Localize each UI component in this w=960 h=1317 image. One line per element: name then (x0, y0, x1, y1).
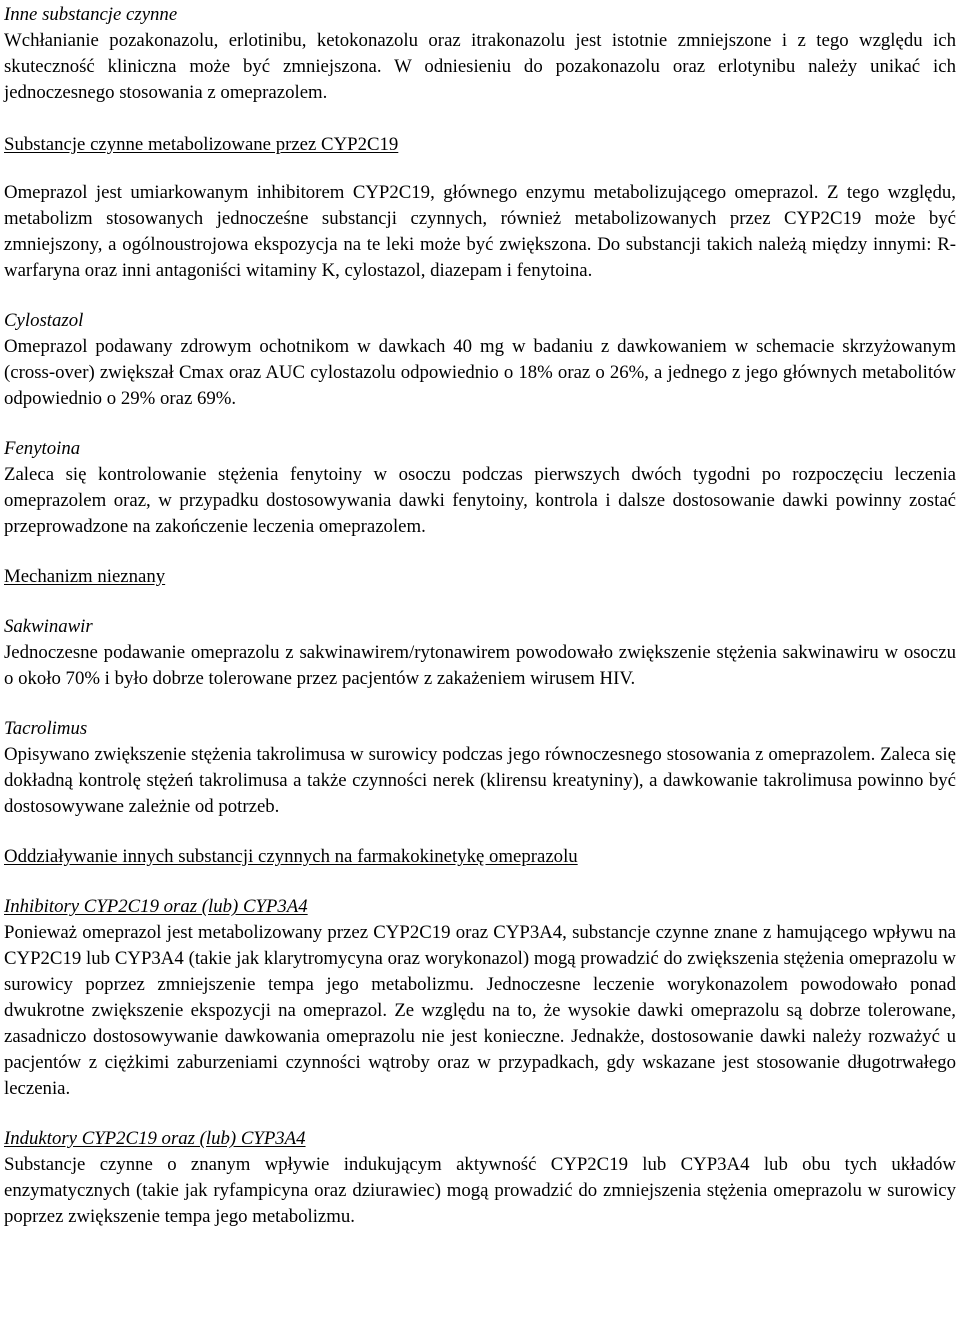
paragraph-inhibitory: Ponieważ omeprazol jest metabolizowany przez CYP2C19 oraz CYP3A4, substancje czynne znane z hamującego wpływu na CYP2C19 lub CYP3A4 (takie jak klarytromycyna oraz worykonazol) mogą prowadzić do zwiększenia stężenia omeprazolu w surowicy poprzez zmniejszenie tempa jego metabolizmu. Jednoczesne leczenie worykonazolem powodowało ponad dwukrotne zwiększenie ekspozycji na omeprazol. Ze względu na to, że wysokie dawki omeprazolu są dobrze tolerowane, zasadniczo dostosowywanie dawkowania omeprazolu nie jest konieczne. Jednakże, dostosowanie dawki należy rozważyć u pacjentów z ciężkimi zaburzeniami czynności wątroby oraz w przypadkach, gdy wskazane jest stosowanie długotrwałego leczenia. (4, 922, 956, 1099)
spacer (4, 1102, 956, 1126)
heading-oddzialywanie: Oddziaływanie innych substancji czynnych na farmakokinetykę omeprazolu (4, 846, 578, 867)
heading-tacrolimus: Tacrolimus (4, 718, 88, 739)
spacer (4, 820, 956, 844)
heading-mechanizm-nieznany: Mechanizm nieznany (4, 566, 166, 587)
heading-sakwinawir: Sakwinawir (4, 616, 93, 637)
heading-inhibitory: Inhibitory CYP2C19 oraz (lub) CYP3A4 (4, 896, 308, 917)
paragraph-sakwinawir: Jednoczesne podawanie omeprazolu z sakwinawirem/rytonawirem powodowało zwiększenie stężenia sakwinawiru w osoczu o około 70% i było dobrze tolerowane przez pacjentów z zakażeniem wirusem HIV. (4, 642, 956, 689)
spacer (4, 590, 956, 614)
paragraph-fenytoina: Zaleca się kontrolowanie stężenia fenytoiny w osoczu podczas pierwszych dwóch tygodni po rozpoczęciu leczenia omeprazolem oraz, w przypadku dostosowywania dawki fenytoiny, kontrola i dalsze dostosowanie dawki powinny zostać przeprowadzone na zakończenie leczenia omeprazolem. (4, 464, 956, 537)
paragraph-induktory: Substancje czynne o znanym wpływie indukującym aktywność CYP2C19 lub CYP3A4 lub obu tych układów enzymatycznych (takie jak ryfampicyna oraz dziurawiec) mogą prowadzić do zmniejszenia stężenia omeprazolu w surowicy poprzez zwiększenie tempa jego metabolizmu. (4, 1154, 956, 1227)
paragraph-inne-substancje: Wchłanianie pozakonazolu, erlotinibu, ketokonazolu oraz itrakonazolu jest istotnie zmniejszone i z tego względu ich skuteczność kliniczna może być zmniejszona. W odniesieniu do pozakonazolu oraz erlotynibu należy unikać ich jednoczesnego stosowania z omeprazolem. (4, 30, 956, 103)
spacer (4, 692, 956, 716)
spacer (4, 870, 956, 894)
paragraph-cyp2c19-metabolized: Omeprazol jest umiarkowanym inhibitorem CYP2C19, głównego enzymu metabolizującego omeprazol. Z tego względu, metabolizm stosowanych jednocześne substancji czynnych, również metabolizowanych przez CYP2C19 może być zmniejszony, a ogólnoustrojowa ekspozycja na te leki może być zwiększona. Do substancji takich należą między innymi: R-warfaryna oraz inni antagoniści witaminy K, cylostazol, diazepam i fenytoina. (4, 182, 956, 281)
spacer (4, 540, 956, 564)
heading-induktory: Induktory CYP2C19 oraz (lub) CYP3A4 (4, 1128, 306, 1149)
spacer (4, 284, 956, 308)
heading-fenytoina: Fenytoina (4, 438, 81, 459)
paragraph-tacrolimus: Opisywano zwiększenie stężenia takrolimusa w surowicy podczas jego równoczesnego stosowania z omeprazolem. Zaleca się dokładną kontrolę stężeń takrolimusa a także czynności nerek (klirensu kreatyniny), a dawkowanie takrolimusa powinno być dostosowywane zależnie od potrzeb. (4, 744, 956, 817)
spacer (4, 106, 956, 132)
heading-inne-substancje: Inne substancje czynne (4, 4, 178, 25)
spacer (4, 158, 956, 180)
paragraph-cylostazol: Omeprazol podawany zdrowym ochotnikom w dawkach 40 mg w badaniu z dawkowaniem w schemacie skrzyżowanym (cross-over) zwiększał Cmax oraz AUC cylostazolu odpowiednio o 18% oraz o 26%, a jednego z jego głównych metabolitów odpowiednio o 29% oraz 69%. (4, 336, 956, 409)
spacer (4, 412, 956, 436)
heading-cylostazol: Cylostazol (4, 310, 84, 331)
heading-cyp2c19-metabolized: Substancje czynne metabolizowane przez CYP2C19 (4, 134, 399, 155)
